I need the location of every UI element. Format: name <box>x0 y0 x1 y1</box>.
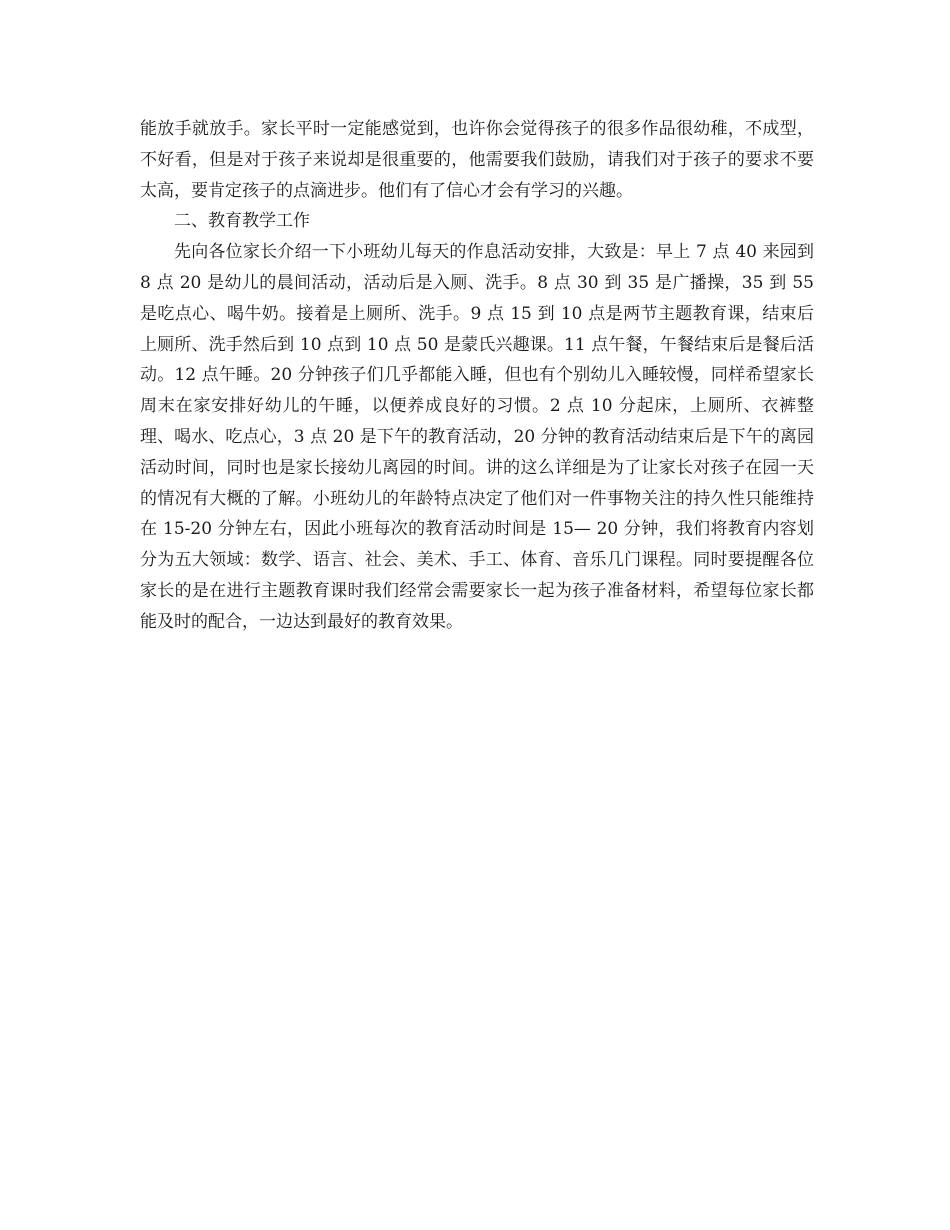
document-body <box>140 114 814 638</box>
paragraph-continued: 能放手就放手。家长平时一定能感觉到，也许你会觉得孩子的很多作品很幼稚，不成型，不好看，但是对于孩子来说却是很重要的，他需要我们鼓励，请我们对于孩子的要求不要太高，要肯定孩子的点滴进步。他们有了信心才会有学习的兴趣。 <box>140 119 814 201</box>
section-heading: 二、教育教学工作 <box>174 211 310 232</box>
paragraph-schedule: 先向各位家长介绍一下小班幼儿每天的作息活动安排，大致是：早上 7 点 40 来园到 8 点 20 是幼儿的晨间活动，活动后是入厕、洗手。8 点 30 到 35 是广播操，35 到 55 是吃点心、喝牛奶。接着是上厕所、洗手。9 点 15 到 10 点是两节主题教育课，结束后上厕所、洗手然后到 10 点到 10 点 50 是蒙氏兴趣课。11 点午餐，午餐结束后是餐后活动。12 点午睡。20 分钟孩子们几乎都能入睡，但也有个别幼儿入睡较慢，同样希望家长周末在家安排好幼儿的午睡，以便养成良好的习惯。2 点 10 分起床，上厕所、衣裤整理、喝水、吃点心，3 点 20 是下午的教育活动，20 分钟的教育活动结束后是下午的离园活动时间，同时也是家长接幼儿离园的时间。讲的这么详细是为了让家长对孩子在园一天的情况有大概的了解。小班幼儿的年龄特点决定了他们对一件事物关注的持久性只能维持在 15-20 分钟左右，因此小班每次的教育活动时间是 15— 20 分钟，我们将教育内容划分为五大领域：数学、语言、社会、美术、手工、体育、音乐几门课程。同时要提醒各位家长的是在进行主题教育课时我们经常会需要家长一起为孩子准备材料，希望每位家长都能及时的配合，一边达到最好的教育效果。 <box>140 242 814 632</box>
